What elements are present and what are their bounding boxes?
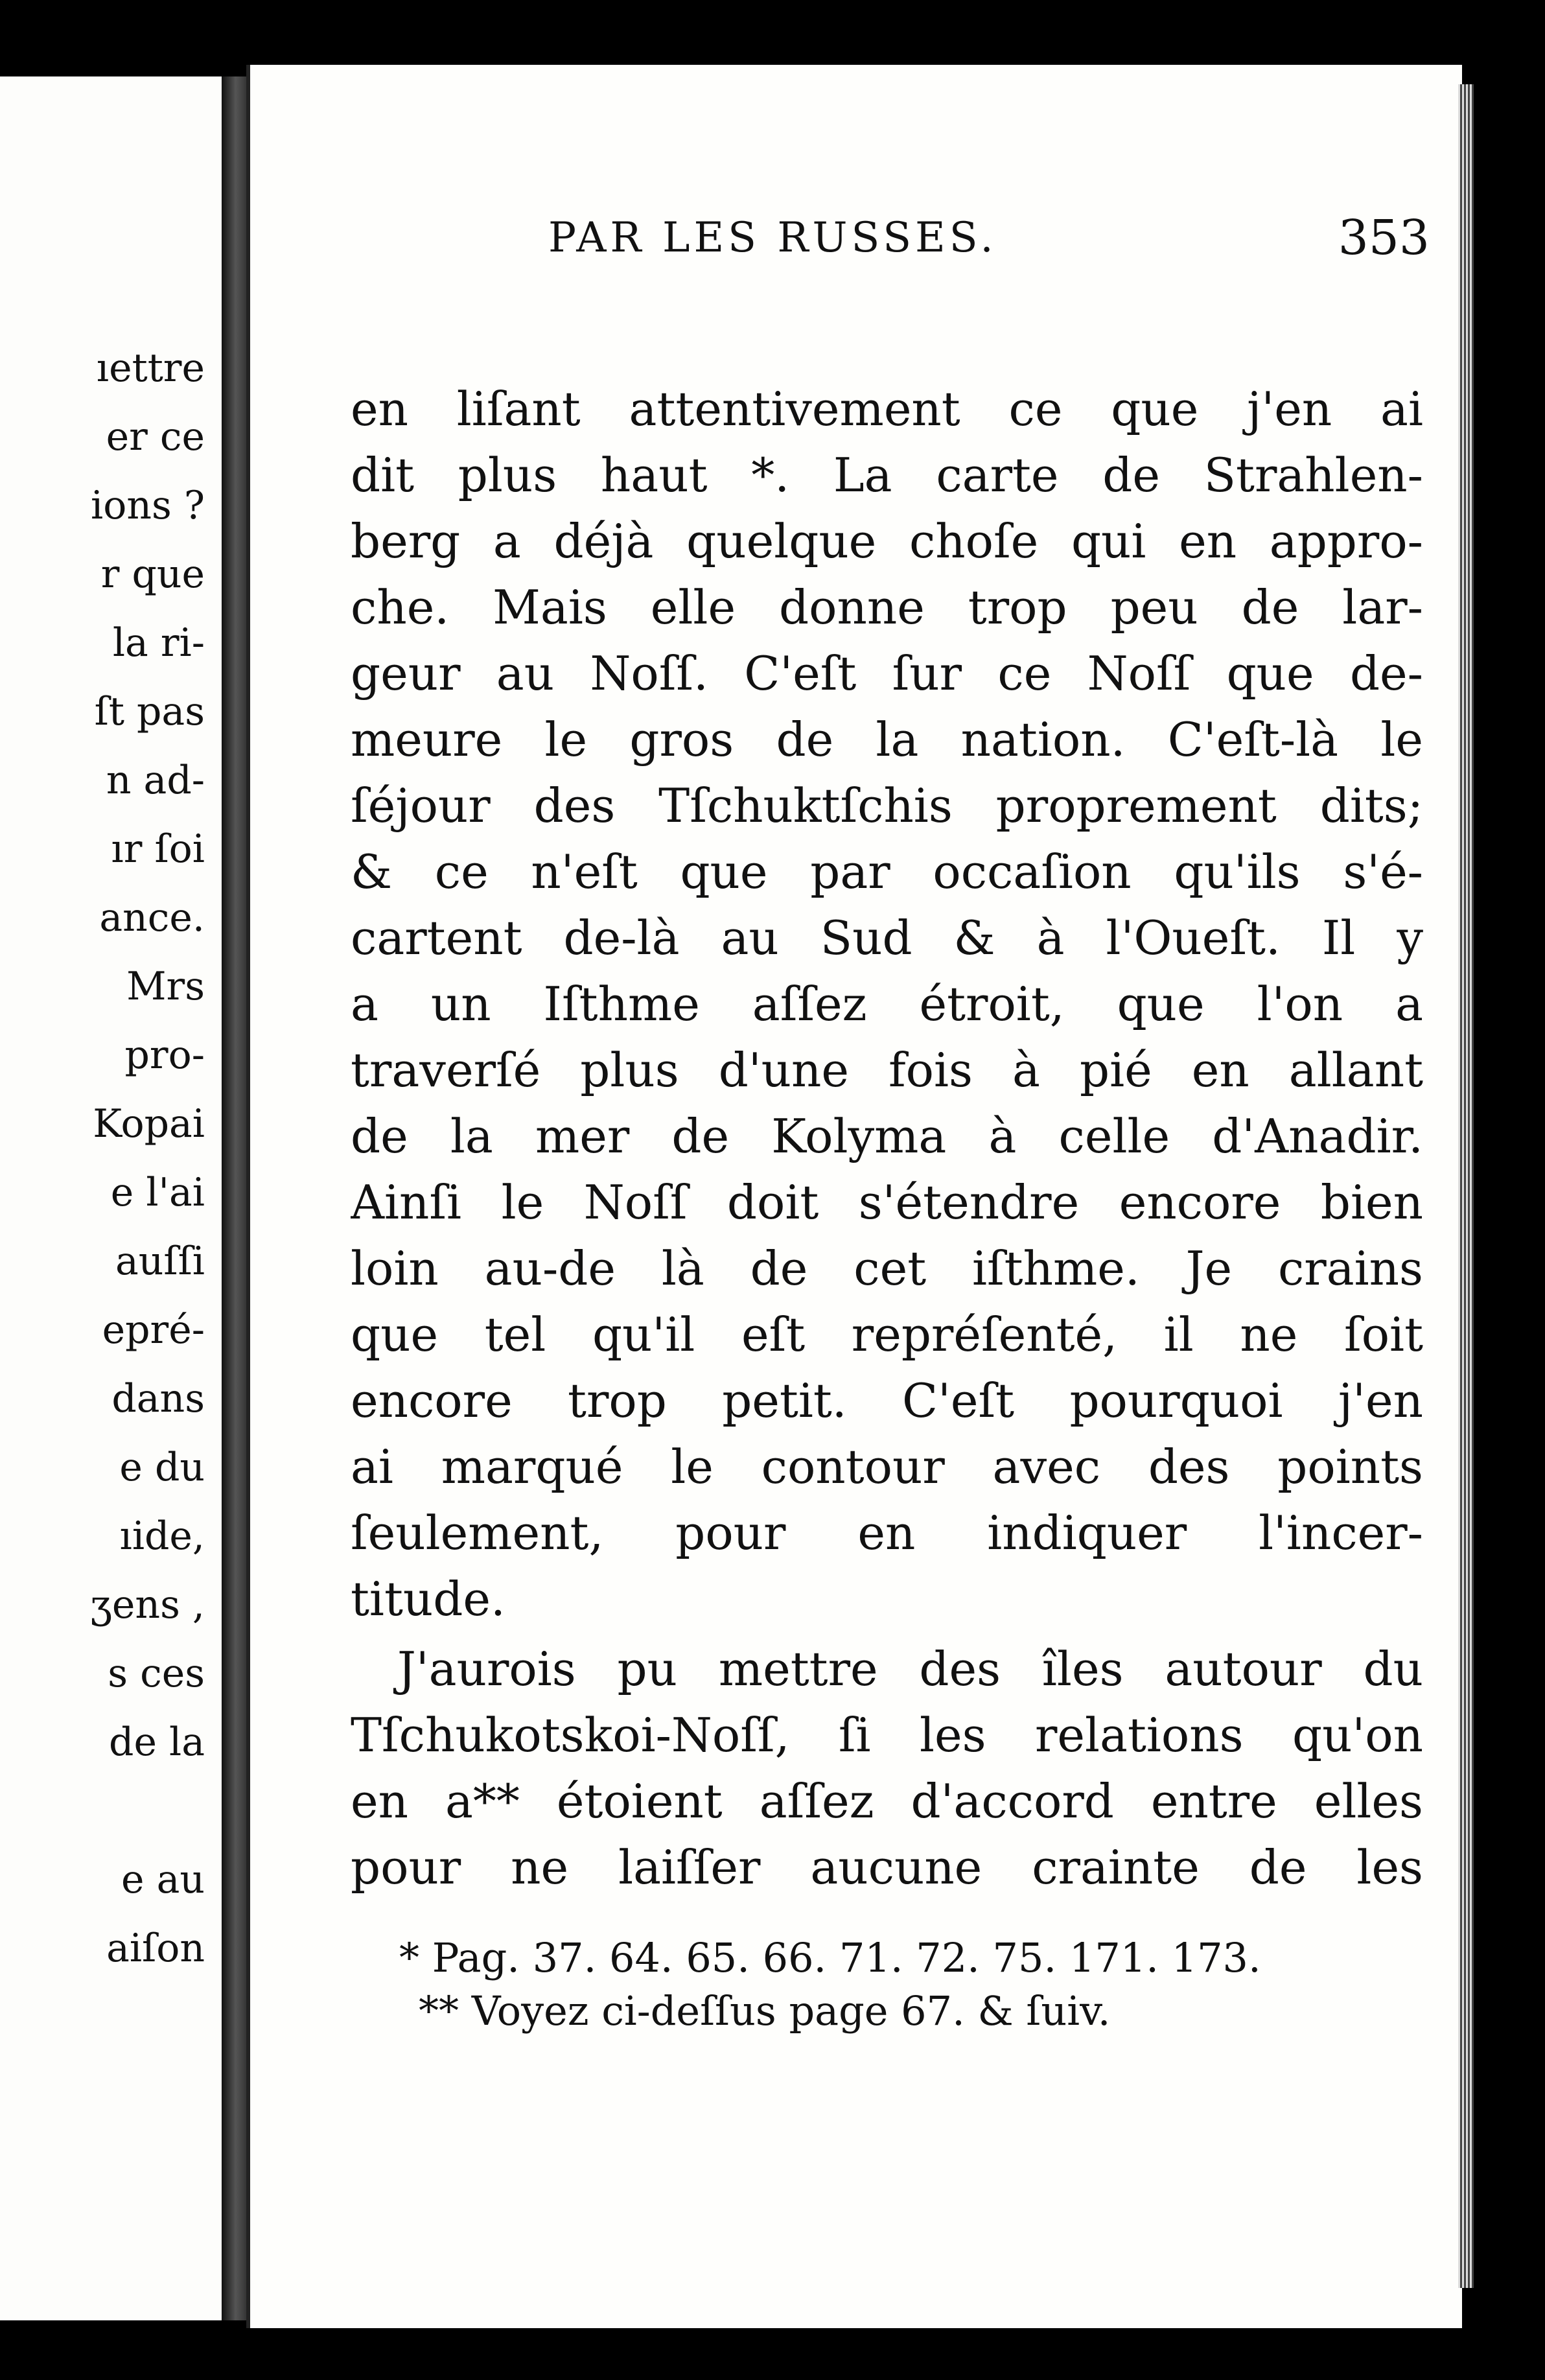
text-line: titude. — [351, 1572, 505, 1626]
paragraph-1 — [351, 376, 1423, 1632]
text-line: de la mer de Kolyma à celle d'Anadir. — [351, 1109, 1423, 1163]
left-page-line: ıettre — [96, 345, 205, 391]
left-page-line: e l'ai — [110, 1170, 205, 1215]
left-page-line: auſſi — [115, 1239, 205, 1284]
footnote-1: * Pag. 37. 64. 65. 66. 71. 72. 75. 171. 173. — [399, 1934, 1261, 1981]
footnote-2: ** Voyez ci-deſſus page 67. & ſuiv. — [419, 1987, 1111, 2035]
text-line: ſéjour des Tſchuktſchis proprement dits; — [351, 778, 1423, 833]
left-page-line: Mrs — [126, 964, 205, 1009]
left-page-line: ʒens , — [90, 1582, 205, 1628]
text-line: en a** étoient aſſez d'accord entre elles — [351, 1774, 1423, 1828]
text-line: Tſchukotskoi-Noſſ, ſi les relations qu'on — [351, 1708, 1423, 1762]
body-text — [351, 376, 1423, 1900]
left-page-line: n ad- — [106, 758, 205, 803]
left-page-line: r que — [100, 552, 205, 597]
right-page — [246, 65, 1462, 2328]
text-line: & ce n'eſt que par occaſion qu'ils s'é- — [351, 845, 1423, 899]
page-number: 353 — [1338, 210, 1430, 266]
left-page-line: de la — [109, 1720, 205, 1765]
left-page-line: pro- — [124, 1032, 205, 1078]
text-line: Ainſi le Noſſ doit s'étendre encore bien — [351, 1175, 1423, 1230]
left-page-line: s ces — [108, 1651, 205, 1696]
text-line: meure le gros de la nation. C'eſt-là le — [351, 712, 1423, 767]
left-page-line: er ce — [106, 414, 205, 460]
left-page-line: dans — [111, 1376, 205, 1421]
left-page-line: aiſon — [106, 1926, 205, 1971]
text-line: che. Mais elle donne trop peu de lar- — [351, 580, 1423, 635]
running-head-title: PAR LES RUSSES. — [548, 214, 997, 262]
footnotes — [399, 1931, 1423, 2038]
left-page-line: e au — [121, 1857, 205, 1902]
left-page-line: ance. — [99, 895, 205, 940]
page-edges — [1458, 84, 1474, 2288]
left-page-line: Kopai — [93, 1101, 205, 1147]
text-line: J'aurois pu mettre des îles autour du — [397, 1642, 1423, 1696]
paragraph-2 — [351, 1636, 1423, 1900]
text-line: berg a déjà quelque choſe qui en appro- — [351, 514, 1423, 568]
text-line: pour ne laiſſer aucune crainte de les — [351, 1840, 1423, 1895]
text-line: que tel qu'il eſt repréſenté, il ne ſoit — [351, 1307, 1423, 1362]
left-page-line: epré- — [102, 1307, 205, 1353]
left-page-fragment — [0, 76, 224, 2320]
running-head — [250, 210, 1462, 285]
text-line: traverſé plus d'une fois à pié en allant — [351, 1043, 1423, 1097]
text-line: ai marqué le contour avec des points — [351, 1440, 1423, 1494]
left-page-line: ır ſoi — [111, 826, 205, 872]
text-line: geur au Noſſ. C'eſt ſur ce Noſſ que de- — [351, 646, 1423, 701]
text-line: en liſant attentivement ce que j'en ai — [351, 382, 1423, 436]
left-page-line: ions ? — [91, 483, 205, 528]
left-page-line: ıide, — [119, 1513, 205, 1559]
left-page-line: la ri- — [112, 620, 205, 666]
text-line: ſeulement, pour en indiquer l'incer- — [351, 1506, 1423, 1560]
left-page-line: ſt pas — [94, 689, 205, 734]
text-line: encore trop petit. C'eſt pourquoi j'en — [351, 1373, 1423, 1428]
text-line: dit plus haut *. La carte de Strahlen- — [351, 448, 1423, 502]
text-line: cartent de-là au Sud & à l'Oueſt. Il y — [351, 911, 1423, 965]
text-line: loin au-de là de cet iſthme. Je crains — [351, 1241, 1423, 1296]
left-page-line: e du — [119, 1445, 205, 1490]
text-line: a un Iſthme aſſez étroit, que l'on a — [351, 977, 1423, 1031]
